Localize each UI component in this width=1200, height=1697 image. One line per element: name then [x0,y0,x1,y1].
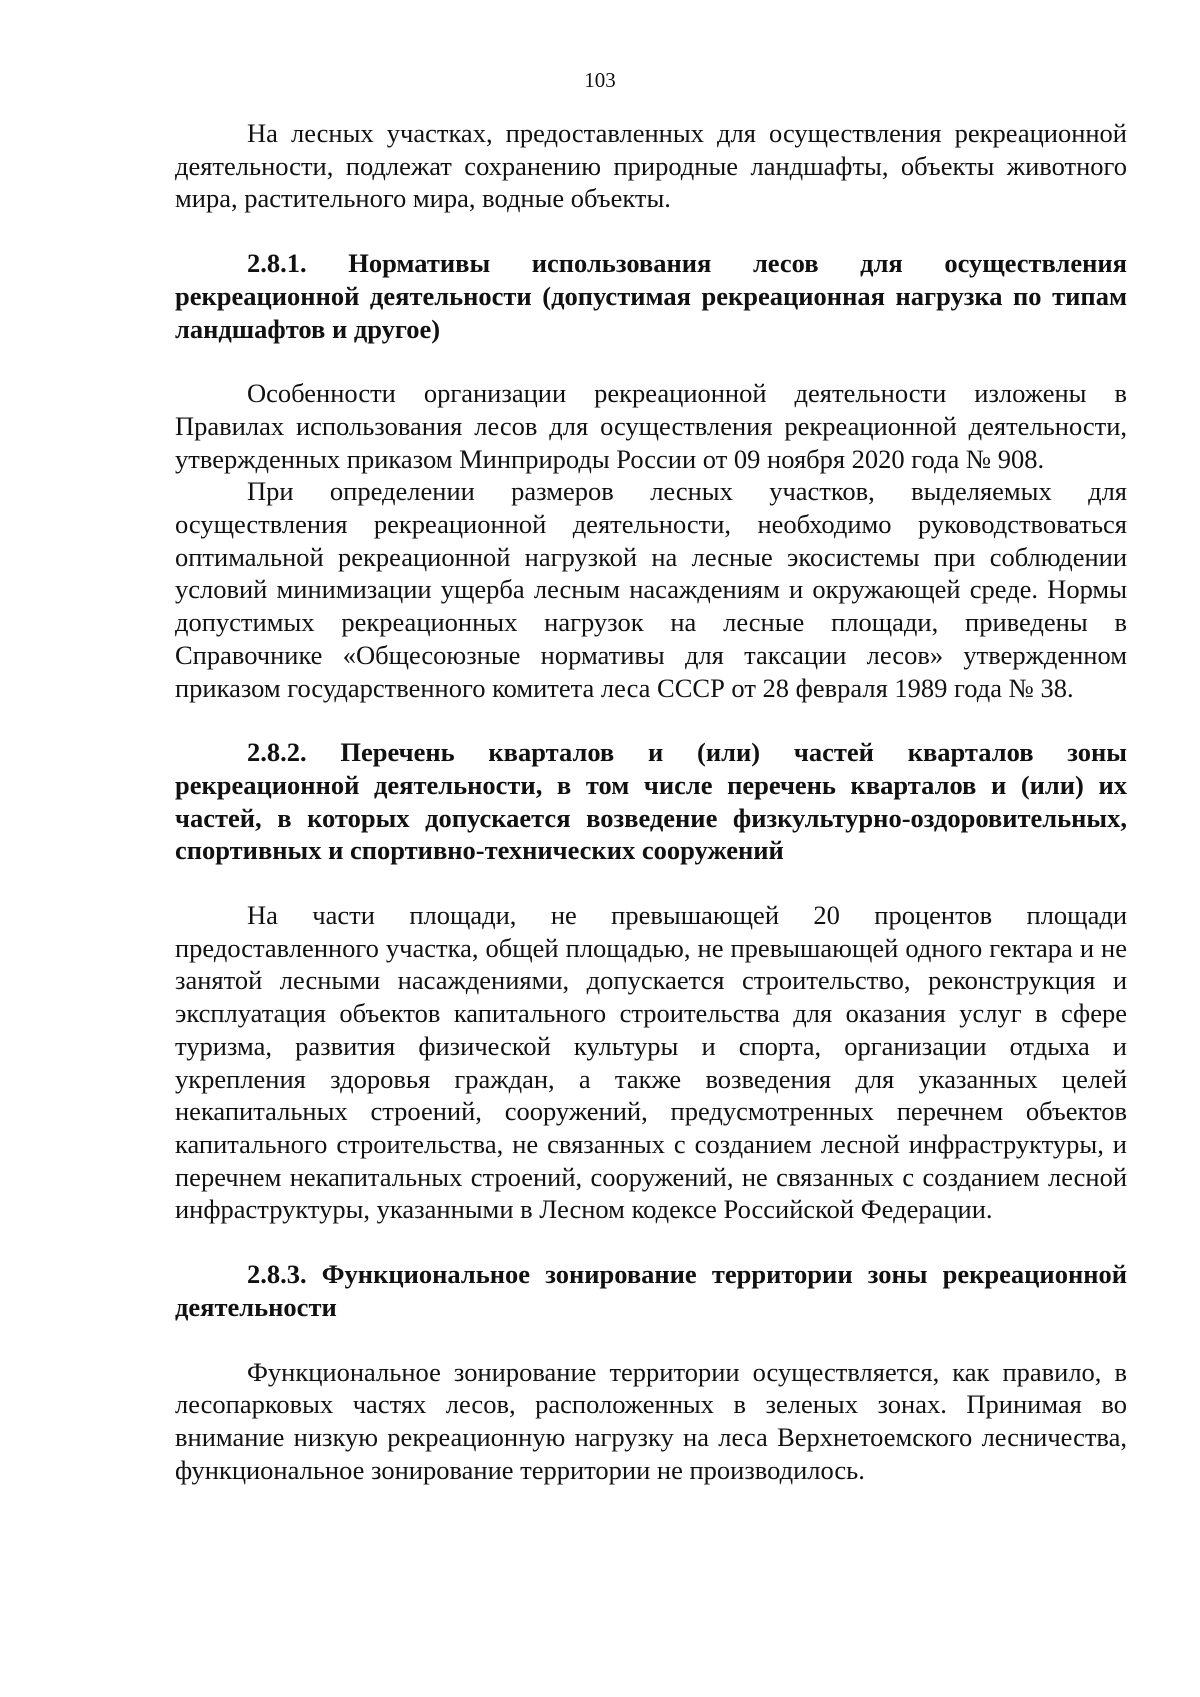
spacer [175,704,1127,736]
spacer [175,1226,1127,1258]
section-heading: 2.8.1. Нормативы использования лесов для осуществления рекреационной деятельности (допустимая рекреационная нагрузка по типам ландшафтов и другое) [175,248,1127,344]
body-paragraph: При определении размеров лесных участков, выделяемых для осуществления рекреационной деятельности, необходимо руководствоваться оптимальной рекреационной нагрузкой на лесные экосистемы при соблюдении условий минимизации ущерба лесным насаждениям и окружающей среде. Нормы допустимых рекреационных нагрузок на лесные площади, приведены в Справочнике «Общесоюзные нормативы для таксации лесов» утвержденном приказом государственного комитета леса СССР от 28 февраля 1989 года № 38. [175,476,1127,703]
page-number: 103 [584,68,616,92]
intro-paragraph: На лесных участках, предоставленных для осуществления рекреационной деятельности, подлежат сохранению природные ландшафты, объекты животного мира, растительного мира, водные объекты. [175,118,1127,214]
section-2-8-3 [175,1258,1127,1486]
spacer [175,867,1127,899]
spacer [175,345,1127,377]
section-heading: 2.8.3. Функциональное зонирование территории зоны рекреационной деятельности [175,1259,1127,1322]
body-paragraph: Функциональное зонирование территории осуществляется, как правило, в лесопарковых частях лесов, расположенных в зеленых зонах. Принимая во внимание низкую рекреационную нагрузку на леса Верхнетоемского лесничества, функциональное зонирование территории не производилось. [175,1356,1127,1485]
section-heading: 2.8.2. Перечень кварталов и (или) частей кварталов зоны рекреационной деятельности, в том числе перечень кварталов и (или) их частей, в которых допускается возведение физкультурно-оздоровительных, спортивных и спортивно-технических сооружений [175,737,1127,866]
section-2-8-2 [175,736,1127,1226]
body-paragraph: На части площади, не превышающей 20 процентов площади предоставленного участка, общей площадью, не превышающей одного гектара и не занятой лесными насаждениями, допускается строительство, реконструкция и эксплуатация объектов капитального строительства для оказания услуг в сфере туризма, развития физической культуры и спорта, организации отдыха и укрепления здоровья граждан, а также возведения для указанных целей некапитальных строений, сооружений, предусмотренных перечнем объектов капитального строительства, не связанных с созданием лесной инфраструктуры, и перечнем некапитальных строений, сооружений, не связанных с созданием лесной инфраструктуры, указанными в Лесном кодексе Российской Федерации. [175,900,1127,1225]
spacer [175,215,1127,247]
spacer [175,1324,1127,1356]
body-paragraph: Особенности организации рекреационной деятельности изложены в Правилах использования лесов для осуществления рекреационной деятельности, утвержденных приказом Минприроды России от 09 ноября 2020 года № 908. [175,378,1127,474]
section-2-8-1 [175,247,1127,704]
page-content [175,117,1127,1486]
